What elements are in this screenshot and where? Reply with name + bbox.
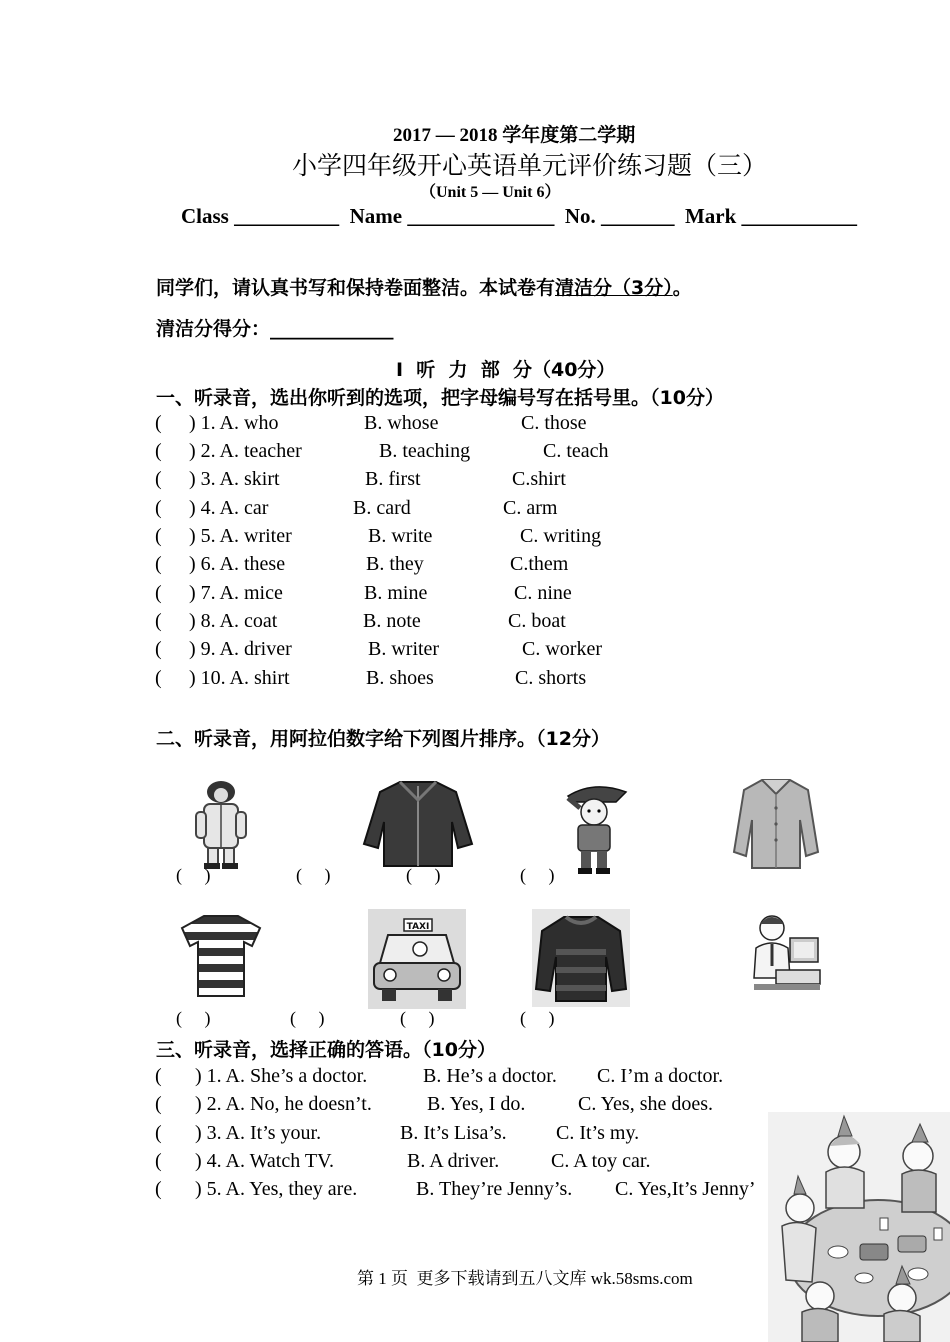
option-c: C. A toy car. bbox=[551, 1150, 651, 1172]
answer-paren[interactable]: ( bbox=[155, 1093, 162, 1115]
option-b: B. teaching bbox=[379, 440, 471, 462]
section-3-heading: 三、听录音，选择正确的答语。（10分） bbox=[156, 1039, 496, 1061]
option-c: C.them bbox=[510, 553, 569, 575]
option-c: C. It’s my. bbox=[556, 1122, 640, 1144]
answer-paren[interactable]: ( bbox=[155, 1150, 162, 1172]
page-title: 小学四年级开心英语单元评价练习题（三） bbox=[292, 151, 768, 180]
option-a: ) 9. A. driver bbox=[189, 638, 292, 660]
answer-paren[interactable]: ( bbox=[155, 610, 162, 632]
answer-paren[interactable]: ( bbox=[155, 412, 162, 434]
option-c: C. Yes, she does. bbox=[578, 1093, 714, 1115]
option-c: C. writing bbox=[520, 525, 602, 547]
option-c: C. I’m a doctor. bbox=[597, 1065, 724, 1087]
policeman-picture bbox=[554, 780, 632, 876]
sweater-picture bbox=[532, 909, 630, 1007]
answer-blank[interactable]: ( ) bbox=[290, 1008, 325, 1028]
option-b: B. A driver. bbox=[407, 1150, 500, 1172]
answer-paren[interactable]: ( bbox=[155, 1065, 162, 1087]
answer-paren[interactable]: ( bbox=[155, 582, 162, 604]
option-c: C. arm bbox=[503, 497, 558, 519]
option-a: ) 3. A. skirt bbox=[189, 468, 280, 490]
answer-paren[interactable]: ( bbox=[155, 667, 162, 689]
taxi-picture bbox=[368, 909, 466, 1009]
option-c: C. boat bbox=[508, 610, 566, 632]
option-b: B. write bbox=[368, 525, 433, 547]
option-b: B. whose bbox=[364, 412, 439, 434]
option-a: ) 2. A. teacher bbox=[189, 440, 302, 462]
answer-paren[interactable]: ( bbox=[155, 1178, 162, 1200]
answer-paren[interactable]: ( bbox=[155, 468, 162, 490]
section-2-heading: 二、听录音，用阿拉伯数字给下列图片排序。（12分） bbox=[156, 728, 610, 750]
student-info-line: Class __________ Name ______________ No. _______ Mark ___________ bbox=[181, 204, 858, 228]
option-b: B. they bbox=[366, 553, 424, 575]
option-b: B. Yes, I do. bbox=[427, 1093, 526, 1115]
option-c: C. those bbox=[521, 412, 587, 434]
option-a: ) 6. A. these bbox=[189, 553, 286, 575]
option-b: B. shoes bbox=[366, 667, 434, 689]
option-a: ) 1. A. who bbox=[189, 412, 279, 434]
answer-paren[interactable]: ( bbox=[155, 1122, 162, 1144]
option-c: C. Yes,It’s Jenny’ bbox=[615, 1178, 756, 1200]
striped-t-shirt-picture bbox=[180, 912, 262, 998]
unit-range: （Unit 5 — Unit 6） bbox=[420, 184, 561, 201]
option-b: B. card bbox=[353, 497, 411, 519]
option-a: ) 1. A. She’s a doctor. bbox=[195, 1065, 368, 1087]
office-worker-picture bbox=[746, 908, 822, 996]
answer-blank[interactable]: ( ) bbox=[406, 865, 441, 885]
option-b: B. note bbox=[363, 610, 421, 632]
school-year-line: 2017 — 2018 学年度第二学期 bbox=[393, 125, 636, 146]
jacket-picture bbox=[360, 778, 476, 868]
answer-paren[interactable]: ( bbox=[155, 638, 162, 660]
option-a: ) 5. A. Yes, they are. bbox=[195, 1178, 358, 1200]
answer-paren[interactable]: ( bbox=[155, 553, 162, 575]
option-a: ) 5. A. writer bbox=[189, 525, 292, 547]
option-a: ) 10. A. shirt bbox=[189, 667, 290, 689]
option-b: B. It’s Lisa’s. bbox=[400, 1122, 507, 1144]
answer-paren[interactable]: ( bbox=[155, 497, 162, 519]
section-1-heading: 一、听录音，选出你听到的选项，把字母编号写在括号里。（10分） bbox=[156, 387, 724, 409]
option-a: ) 4. A. Watch TV. bbox=[195, 1150, 334, 1172]
answer-blank[interactable]: ( ) bbox=[296, 865, 331, 885]
part-one-heading: I 听 力 部 分（40分） bbox=[396, 359, 616, 381]
option-b: B. He’s a doctor. bbox=[423, 1065, 557, 1087]
option-c: C. nine bbox=[514, 582, 572, 604]
option-a: ) 3. A. It’s your. bbox=[195, 1122, 322, 1144]
option-c: C. shorts bbox=[515, 667, 587, 689]
cleanliness-note: 同学们，请认真书写和保持卷面整洁。本试卷有清洁分（3分）。 bbox=[156, 277, 692, 299]
answer-blank[interactable]: ( ) bbox=[176, 1008, 211, 1028]
option-b: B. mine bbox=[364, 582, 428, 604]
option-b: B. They’re Jenny’s. bbox=[416, 1178, 573, 1200]
option-a: ) 7. A. mice bbox=[189, 582, 283, 604]
answer-blank[interactable]: ( ) bbox=[400, 1008, 435, 1028]
option-c: C. worker bbox=[522, 638, 602, 660]
shirt-picture bbox=[732, 776, 820, 872]
option-b: B. first bbox=[365, 468, 421, 490]
answer-paren[interactable]: ( bbox=[155, 525, 162, 547]
option-a: ) 4. A. car bbox=[189, 497, 269, 519]
option-a: ) 8. A. coat bbox=[189, 610, 278, 632]
answer-blank[interactable]: ( ) bbox=[520, 1008, 555, 1028]
page-footer: 第 1 页 更多下载请到五八文库 wk.58sms.com bbox=[357, 1269, 693, 1288]
cleanliness-score-line: 清洁分得分：_____________ bbox=[156, 318, 394, 340]
answer-blank[interactable]: ( ) bbox=[176, 865, 211, 885]
option-b: B. writer bbox=[368, 638, 440, 660]
option-c: C.shirt bbox=[512, 468, 566, 490]
option-c: C. teach bbox=[543, 440, 609, 462]
option-a: ) 2. A. No, he doesn’t. bbox=[195, 1093, 372, 1115]
birthday-party-picture bbox=[768, 1112, 950, 1342]
answer-paren[interactable]: ( bbox=[155, 440, 162, 462]
answer-blank[interactable]: ( ) bbox=[520, 865, 555, 885]
taxi-sign-text: TAXI bbox=[406, 922, 430, 932]
worker-picture bbox=[190, 778, 252, 870]
